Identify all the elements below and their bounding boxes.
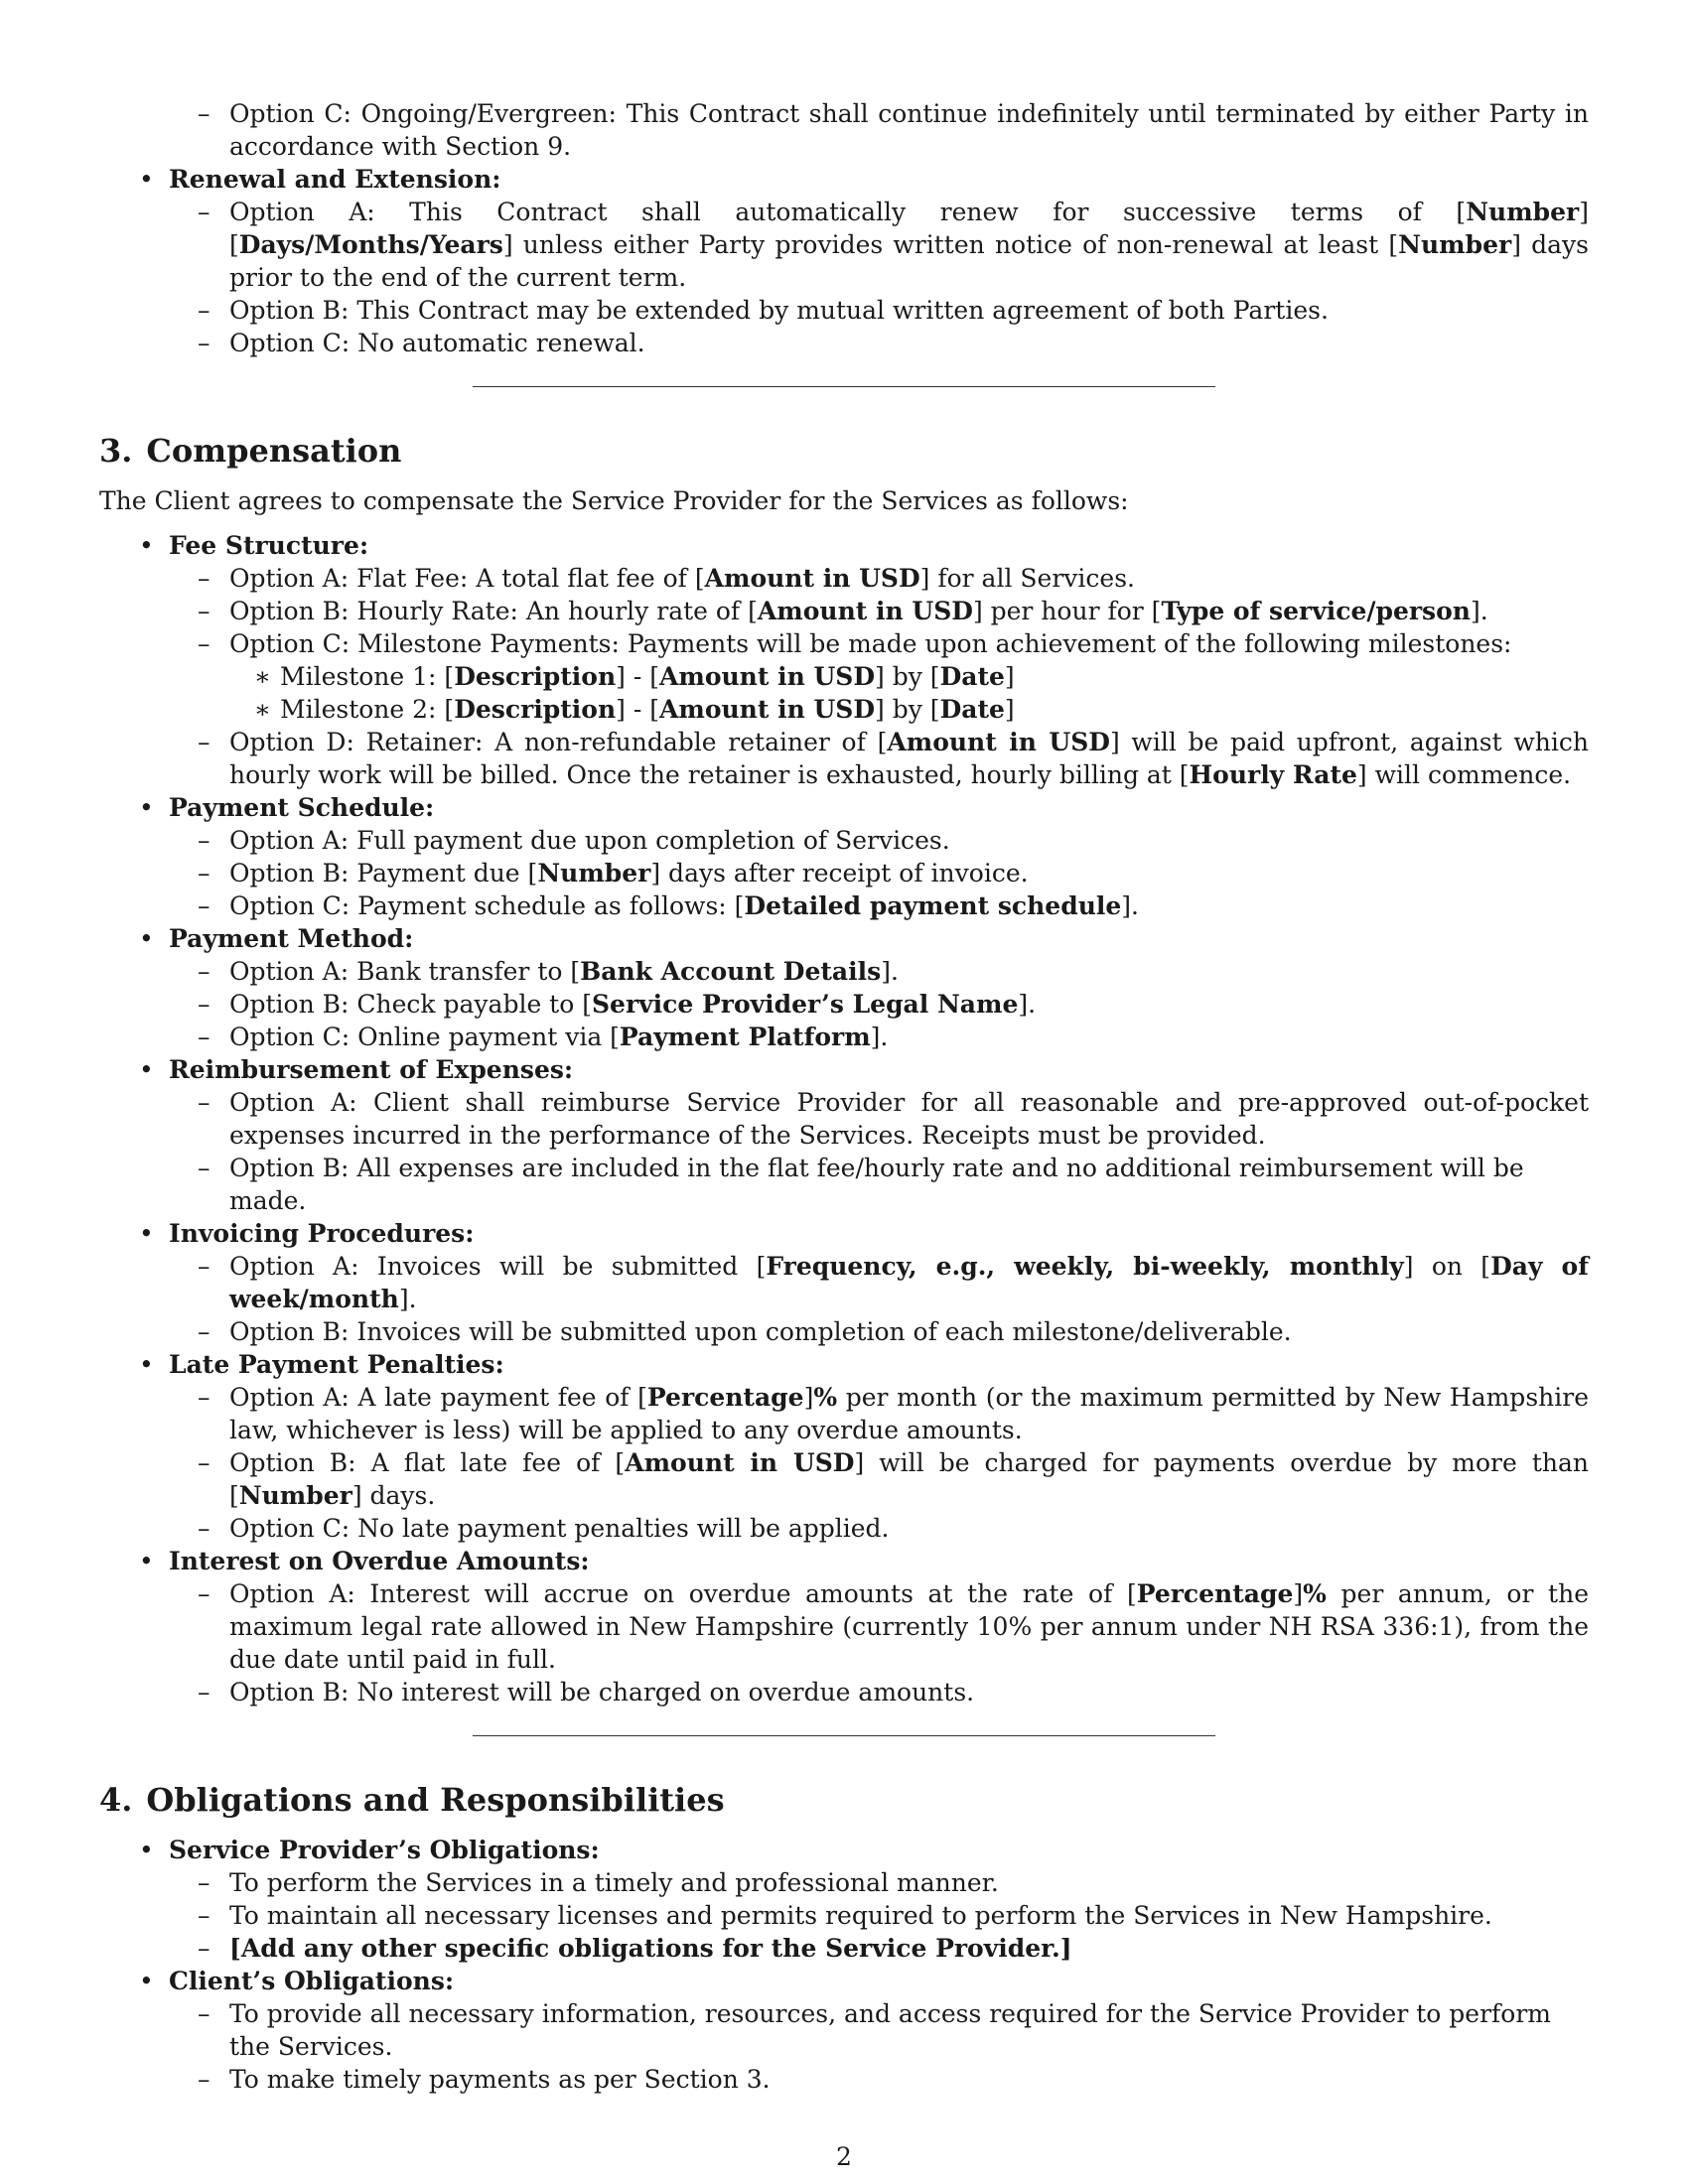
fee-option-c: – Option C: Milestone Payments: Payments will be made upon achievement of the following milestones: ∗ Milestone 1: [Description] - [Amount in USD] by [Date] ∗ Milestone 2: [Description] - [Amount in USD] by [Date] (229, 627, 1589, 726)
obligations-list (99, 1834, 1589, 2096)
fee-option-a: – Option A: Flat Fee: A total flat fee of [Amount in USD] for all Services. (229, 562, 1589, 595)
term-continuation (99, 97, 1589, 359)
invoicing: • Invoicing Procedures: – Option A: Invoices will be submitted [Frequency, e.g., weekly, bi-weekly, monthly] on [Day of week/month]. – Option B: Invoices will be submitted upon completion of each milestone/deliverable. (169, 1217, 1589, 1348)
contract-page (99, 97, 1589, 2096)
reimbursement-option-a: – Option A: Client shall reimburse Service Provider for all reasonable and pre-approved out-of-pocket expenses incurred in the performance of the Services. Receipts must be provided. (229, 1086, 1589, 1152)
section-4-heading: 4. Obligations and Responsibilities (99, 1781, 725, 1819)
client-obligation: – To make timely payments as per Section 3. (229, 2063, 1589, 2096)
client-obligations: • Client’s Obligations: – To provide all necessary information, resources, and access required for the Service Provider to perform the Services. – To make timely payments as per Section 3. (169, 1965, 1589, 2096)
reimbursement: • Reimbursement of Expenses: – Option A: Client shall reimburse Service Provider for all reasonable and pre-approved out-of-pocket expenses incurred in the performance of the Services. Receipts must be provided. – Option B: All expenses are included in the flat fee/hourly rate and no additional reimbursement will be made. (169, 1053, 1589, 1217)
renewal-option-a: – Option A: This Contract shall automatically renew for successive terms of [Number] [Days/Months/Years] unless either Party provides written notice of non-renewal at least [Number] days prior to the end of the current term. (229, 196, 1589, 294)
interest-option-b: – Option B: No interest will be charged on overdue amounts. (229, 1676, 1589, 1708)
provider-obligation-custom: – [Add any other specific obligations for the Service Provider.] (229, 1932, 1589, 1965)
renewal-option-b: – Option B: This Contract may be extended by mutual written agreement of both Parties. (229, 294, 1589, 327)
late-option-a: – Option A: A late payment fee of [Percentage]% per month (or the maximum permitted by New Hampshire law, whichever is less) will be applied to any overdue amounts. (229, 1381, 1589, 1446)
interest-option-a: – Option A: Interest will accrue on overdue amounts at the rate of [Percentage]% per annum, or the maximum legal rate allowed in New Hampshire (currently 10% per annum under NH RSA 336:1), from the due date until paid in full. (229, 1577, 1589, 1676)
section-3-heading: 3. Compensation (99, 432, 402, 470)
fee-option-d: – Option D: Retainer: A non-refundable retainer of [Amount in USD] will be paid upfront, against which hourly work will be billed. Once the retainer is exhausted, hourly billing at [Hourly Rate] will commence. (229, 726, 1589, 791)
schedule-option-a: – Option A: Full payment due upon completion of Services. (229, 824, 1589, 857)
interest: • Interest on Overdue Amounts: – Option A: Interest will accrue on overdue amounts at the rate of [Percentage]% per annum, or the maximum legal rate allowed in New Hampshire (currently 10% per annum under NH RSA 336:1), from the due date until paid in full. – Option B: No interest will be charged on overdue amounts. (169, 1545, 1589, 1708)
schedule-option-b: – Option B: Payment due [Number] days after receipt of invoice. (229, 857, 1589, 889)
schedule-option-c: – Option C: Payment schedule as follows: [Detailed payment schedule]. (229, 889, 1589, 922)
payment-method: • Payment Method: – Option A: Bank transfer to [Bank Account Details]. – Option B: Check payable to [Service Provider’s Legal Name]. – Option C: Online payment via [Payment Platform]. (169, 922, 1589, 1053)
renewal-section (169, 163, 1589, 359)
section-divider (473, 1735, 1215, 1736)
invoicing-option-b: – Option B: Invoices will be submitted upon completion of each milestone/deliverable. (229, 1315, 1589, 1348)
section-divider (473, 386, 1215, 387)
provider-obligation: – To maintain all necessary licenses and permits required to perform the Services in New Hampshire. (229, 1899, 1589, 1932)
client-obligation: – To provide all necessary information, resources, and access required for the Service Provider to perform the Services. (229, 1997, 1589, 2063)
method-option-c: – Option C: Online payment via [Payment Platform]. (229, 1021, 1589, 1053)
provider-obligations: • Service Provider’s Obligations: – To perform the Services in a timely and professional manner. – To maintain all necessary licenses and permits required to perform the Services in New Hampshire. – [Add any other specific obligations for the Service Provider.] (169, 1834, 1589, 1965)
reimbursement-option-b: – Option B: All expenses are included in the flat fee/hourly rate and no additional reimbursement will be made. (229, 1152, 1589, 1217)
milestone-1: ∗ Milestone 1: [Description] - [Amount in USD] by [Date] (280, 660, 1589, 693)
page-number: 2 (836, 2142, 852, 2171)
method-option-a: – Option A: Bank transfer to [Bank Account Details]. (229, 955, 1589, 988)
late-penalties: • Late Payment Penalties: – Option A: A late payment fee of [Percentage]% per month (or the maximum permitted by New Hampshire law, whichever is less) will be applied to any overdue amounts. – Option B: A flat late fee of [Amount in USD] will be charged for payments overdue by more than [Number] days. – Option C: No late payment penalties will be applied. (169, 1348, 1589, 1545)
renewal-heading: Renewal and Extension: (169, 165, 501, 194)
provider-obligation: – To perform the Services in a timely and professional manner. (229, 1866, 1589, 1899)
term-options (169, 97, 1589, 163)
renewal-option-c: – Option C: No automatic renewal. (229, 327, 1589, 359)
late-option-c: – Option C: No late payment penalties will be applied. (229, 1512, 1589, 1545)
milestone-2: ∗ Milestone 2: [Description] - [Amount in USD] by [Date] (280, 693, 1589, 726)
invoicing-option-a: – Option A: Invoices will be submitted [Frequency, e.g., weekly, bi-weekly, monthly] on [Day of week/month]. (229, 1250, 1589, 1315)
fee-option-b: – Option B: Hourly Rate: An hourly rate of [Amount in USD] per hour for [Type of service/person]. (229, 595, 1589, 627)
payment-schedule: • Payment Schedule: – Option A: Full payment due upon completion of Services. – Option B: Payment due [Number] days after receipt of invoice. – Option C: Payment schedule as follows: [Detailed payment schedule]. (169, 791, 1589, 922)
late-option-b: – Option B: A flat late fee of [Amount in USD] will be charged for payments overdue by more than [Number] days. (229, 1446, 1589, 1512)
method-option-b: – Option B: Check payable to [Service Provider’s Legal Name]. (229, 988, 1589, 1021)
term-option-c: – Option C: Ongoing/Evergreen: This Contract shall continue indefinitely until terminated by either Party in accordance with Section 9. (229, 97, 1589, 163)
fee-structure: • Fee Structure: – Option A: Flat Fee: A total flat fee of [Amount in USD] for all Services. – Option B: Hourly Rate: An hourly rate of [Amount in USD] per hour for [Type of service/person]. – Option C: Milestone Payments: Payments will be made upon achievement of the following milestones: ∗ Milestone 1: [Description] - [Amount in USD] by [Date] ∗ Milestone 2: [Description] - [Amount in USD] by [Date] – Option D: Retainer: A non-refundable retainer of [Amount in USD] will be paid upfront, against which hourly work will be billed. Once the retainer is exhausted, hourly billing at [Hourly Rate] will commence. (169, 529, 1589, 791)
section-3-intro: The Client agrees to compensate the Service Provider for the Services as follows: (99, 486, 1129, 515)
compensation-list (99, 529, 1589, 1708)
